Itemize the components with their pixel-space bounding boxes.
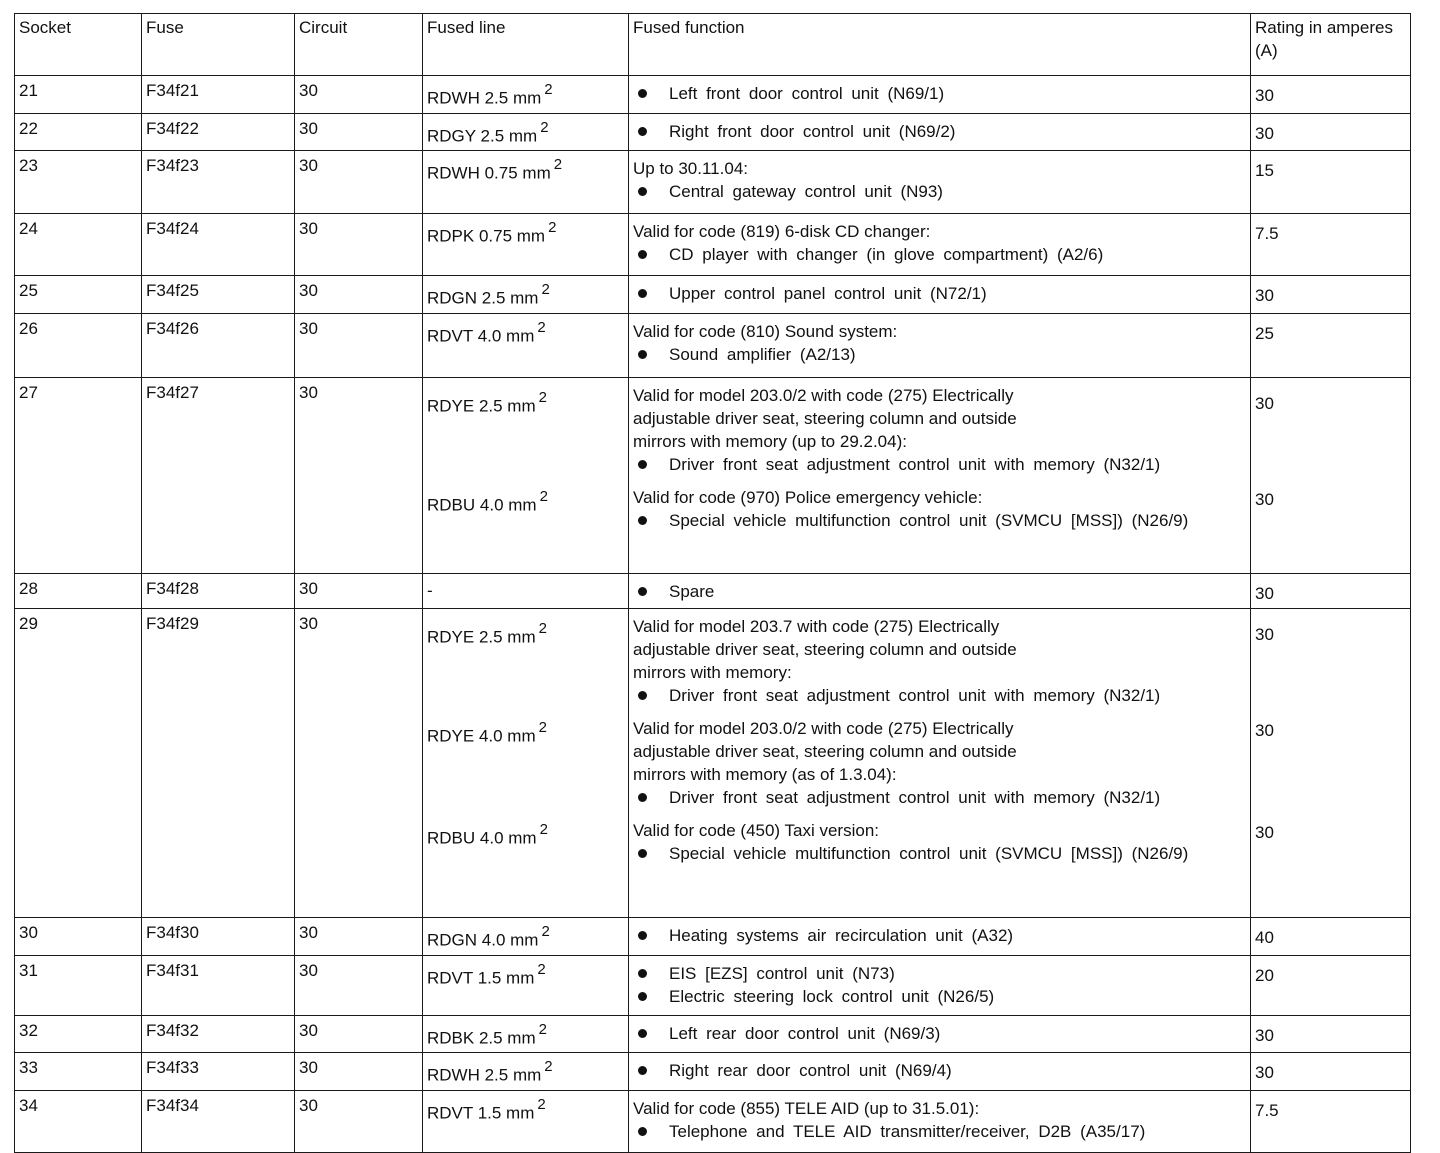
socket-value: 30 (19, 922, 38, 942)
fused-line-entry (427, 219, 624, 248)
bullet-icon (638, 250, 647, 259)
fused-line-entry (427, 81, 624, 110)
function-item (633, 82, 1246, 105)
fused-line-cell (423, 377, 629, 573)
bullet-icon (638, 691, 647, 700)
socket-value: 21 (19, 81, 38, 100)
fused-line-value: RDBU 4.0 mm (427, 496, 537, 516)
function-item-text: EIS [EZS] control unit (N73) (669, 963, 895, 983)
rating-value: 30 (1255, 1025, 1274, 1045)
rating-cell (1251, 608, 1411, 917)
fused-line-entry (427, 579, 624, 602)
rating-value: 30 (1255, 86, 1274, 105)
fused-line-value: RDYE 4.0 mm (427, 727, 536, 747)
function-item (633, 509, 1246, 532)
table-row (15, 313, 1411, 377)
fused-line-value: RDVT 1.5 mm (427, 968, 535, 988)
function-item (633, 842, 1246, 865)
square-superscript: 2 (548, 219, 557, 237)
bullet-icon (638, 849, 647, 858)
validity-condition: Up to 30.11.04: (633, 159, 748, 179)
fused-function-cell (629, 917, 1251, 955)
function-item-text: Heating systems air recirculation unit (A32) (669, 925, 1014, 945)
table-row (15, 151, 1411, 214)
function-item (633, 120, 1246, 143)
fused-function-block (633, 580, 1246, 603)
socket-cell (15, 573, 142, 608)
rating-cell (1251, 1015, 1411, 1053)
circuit-value: 30 (299, 1095, 318, 1115)
bullet-icon (638, 289, 647, 298)
circuit-value: 30 (299, 1020, 318, 1040)
fuse-value: F34f30 (146, 922, 199, 942)
socket-cell (15, 151, 142, 214)
validity-condition: Valid for code (970) Police emergency vehicle: (633, 487, 983, 507)
fused-function-block (633, 220, 1246, 266)
fused-line-entry (427, 1058, 624, 1087)
fuse-cell (142, 76, 295, 114)
fuse-value: F34f34 (146, 1095, 199, 1115)
function-item-text: Right front door control unit (N69/2) (669, 121, 956, 141)
fused-line-cell (423, 573, 629, 608)
bullet-icon (638, 187, 647, 196)
circuit-value: 30 (299, 613, 318, 633)
fused-function-cell (629, 276, 1251, 314)
square-superscript: 2 (537, 960, 546, 978)
fuse-allocation-table (14, 13, 1411, 1153)
fused-function-block (633, 819, 1246, 865)
fused-function-cell (629, 151, 1251, 214)
square-superscript: 2 (541, 922, 550, 940)
fused-line-cell (423, 608, 629, 917)
function-item (633, 343, 1246, 366)
function-item (633, 786, 1246, 809)
header-row (15, 14, 1411, 76)
rating-value: 25 (1255, 323, 1274, 343)
fused-function-block (633, 384, 1246, 476)
fused-function-cell (629, 214, 1251, 276)
fuse-cell (142, 1015, 295, 1053)
fuse-cell (142, 276, 295, 314)
fuse-value: F34f22 (146, 118, 199, 138)
fuse-value: F34f31 (146, 960, 199, 980)
fuse-cell (142, 377, 295, 573)
bullet-icon (638, 969, 647, 978)
fused-function-cell (629, 1015, 1251, 1053)
fused-function-cell (629, 608, 1251, 917)
socket-cell (15, 1053, 142, 1091)
function-item (633, 1022, 1246, 1045)
table-row (15, 917, 1411, 955)
fused-line-cell (423, 917, 629, 955)
fused-line-cell (423, 276, 629, 314)
square-superscript: 2 (538, 389, 547, 407)
bullet-icon (638, 931, 647, 940)
fuse-cell (142, 313, 295, 377)
circuit-cell (295, 276, 423, 314)
circuit-value: 30 (299, 281, 318, 301)
validity-condition: Valid for code (819) 6-disk CD changer: (633, 222, 931, 242)
rating-value: 30 (1255, 394, 1274, 414)
bullet-icon (638, 1127, 647, 1136)
socket-value: 28 (19, 578, 38, 598)
table-row (15, 1015, 1411, 1053)
circuit-cell (295, 955, 423, 1015)
fused-function-block (633, 615, 1246, 707)
square-superscript: 2 (538, 719, 547, 737)
fused-line-value: RDGN 2.5 mm (427, 288, 539, 308)
rating-cell (1251, 1090, 1411, 1152)
circuit-value: 30 (299, 318, 318, 338)
validity-condition: Valid for model 203.0/2 with code (275) Electrically adjustable driver seat, steering column and outside mirrors with memory (up to 29.2.04): (633, 385, 1017, 451)
rating-cell (1251, 573, 1411, 608)
function-item (633, 243, 1246, 266)
bullet-icon (638, 89, 647, 98)
fused-line-entry (427, 961, 624, 990)
fused-line-value: RDYE 2.5 mm (427, 628, 536, 648)
fused-function-block (633, 157, 1246, 203)
square-superscript: 2 (540, 118, 549, 136)
square-superscript: 2 (541, 281, 550, 299)
socket-cell (15, 608, 142, 917)
function-item-text: Driver front seat adjustment control unit with memory (N32/1) (669, 685, 1161, 705)
header-fused-function: Fused function (629, 14, 1251, 76)
rating-value: 30 (1255, 625, 1274, 645)
circuit-cell (295, 76, 423, 114)
fuse-cell (142, 955, 295, 1015)
circuit-value: 30 (299, 578, 318, 598)
fused-function-block (633, 1022, 1246, 1045)
square-superscript: 2 (538, 620, 547, 638)
fused-line-entry (427, 319, 624, 348)
socket-value: 33 (19, 1058, 38, 1078)
fused-line-value: RDGY 2.5 mm (427, 126, 538, 146)
socket-cell (15, 1090, 142, 1152)
circuit-cell (295, 1090, 423, 1152)
fused-line-entry (427, 1096, 624, 1125)
circuit-value: 30 (299, 1058, 318, 1078)
validity-condition: Valid for code (855) TELE AID (up to 31.5.01): (633, 1098, 980, 1118)
fuse-value: F34f29 (146, 613, 199, 633)
rating-cell (1251, 113, 1411, 151)
fused-function-cell (629, 113, 1251, 151)
fused-function-cell (629, 313, 1251, 377)
bullet-icon (638, 587, 647, 596)
fused-line-entry (427, 156, 624, 185)
fuse-table-sheet (14, 13, 1410, 1153)
fused-line-cell (423, 1053, 629, 1091)
fuse-cell (142, 151, 295, 214)
fused-line-value: - (427, 580, 433, 600)
circuit-cell (295, 377, 423, 573)
table-body (15, 76, 1411, 1153)
fused-function-block (633, 320, 1246, 366)
square-superscript: 2 (539, 821, 548, 839)
table-row (15, 76, 1411, 114)
rating-cell (1251, 377, 1411, 573)
fused-line-value: RDWH 2.5 mm (427, 1065, 542, 1085)
socket-cell (15, 377, 142, 573)
circuit-value: 30 (299, 922, 318, 942)
function-item (633, 924, 1246, 947)
socket-value: 34 (19, 1095, 38, 1115)
fused-line-entry (427, 620, 547, 649)
socket-cell (15, 313, 142, 377)
rating-cell (1251, 1053, 1411, 1091)
fused-line-entry (427, 821, 548, 850)
fused-function-block (633, 282, 1246, 305)
circuit-value: 30 (299, 81, 318, 100)
rating-value: 30 (1255, 123, 1274, 143)
rating-value: 30 (1255, 286, 1274, 306)
fused-line-cell (423, 214, 629, 276)
socket-cell (15, 955, 142, 1015)
function-item-text: Spare (669, 581, 715, 601)
function-item (633, 985, 1246, 1008)
socket-cell (15, 76, 142, 114)
fused-function-block (633, 924, 1246, 947)
rating-cell (1251, 313, 1411, 377)
fused-line-entry (427, 1021, 624, 1050)
validity-condition: Valid for model 203.7 with code (275) Electrically adjustable driver seat, steering column and outside mirrors with memory: (633, 616, 1017, 682)
socket-cell (15, 113, 142, 151)
fused-function-block (633, 486, 1246, 532)
fused-line-entry (427, 488, 548, 517)
rating-value: 30 (1255, 583, 1274, 603)
function-item (633, 282, 1246, 305)
socket-value: 24 (19, 219, 38, 239)
socket-cell (15, 1015, 142, 1053)
socket-value: 22 (19, 118, 38, 138)
table-row (15, 1090, 1411, 1152)
square-superscript: 2 (553, 156, 563, 174)
table-row (15, 214, 1411, 276)
bullet-icon (638, 1029, 647, 1038)
fused-function-cell (629, 76, 1251, 114)
socket-cell (15, 214, 142, 276)
fused-line-value: RDWH 0.75 mm (427, 163, 551, 183)
function-item (633, 1120, 1246, 1143)
circuit-cell (295, 214, 423, 276)
table-row (15, 377, 1411, 573)
header-fused-line: Fused line (423, 14, 629, 76)
fuse-cell (142, 113, 295, 151)
circuit-cell (295, 1053, 423, 1091)
fused-line-entry (427, 281, 624, 310)
circuit-cell (295, 113, 423, 151)
function-item-text: CD player with changer (in glove compartment) (A2/6) (669, 245, 1104, 265)
rating-value: 30 (1255, 721, 1274, 741)
socket-value: 29 (19, 613, 38, 633)
square-superscript: 2 (544, 1058, 553, 1076)
bullet-icon (638, 793, 647, 802)
square-superscript: 2 (539, 488, 548, 506)
socket-value: 25 (19, 281, 38, 301)
circuit-value: 30 (299, 382, 318, 402)
fused-function-cell (629, 573, 1251, 608)
fused-line-value: RDBK 2.5 mm (427, 1028, 536, 1048)
fused-line-entry (427, 923, 624, 952)
fused-line-value: RDVT 4.0 mm (427, 326, 535, 346)
circuit-cell (295, 608, 423, 917)
circuit-cell (295, 1015, 423, 1053)
fuse-cell (142, 214, 295, 276)
validity-condition: Valid for code (810) Sound system: (633, 321, 898, 341)
fused-line-cell (423, 1090, 629, 1152)
function-item (633, 962, 1246, 985)
fused-line-cell (423, 955, 629, 1015)
fused-line-cell (423, 151, 629, 214)
function-item (633, 684, 1246, 707)
fused-function-cell (629, 1090, 1251, 1152)
fused-line-cell (423, 76, 629, 114)
rating-cell (1251, 76, 1411, 114)
function-item (633, 580, 1246, 603)
rating-value: 7.5 (1255, 1100, 1279, 1120)
rating-cell (1251, 276, 1411, 314)
fused-function-cell (629, 955, 1251, 1015)
fused-function-block (633, 82, 1246, 105)
fuse-cell (142, 1053, 295, 1091)
fused-line-entry (427, 389, 547, 418)
function-item (633, 1059, 1246, 1082)
fused-line-value: RDWH 2.5 mm (427, 88, 542, 108)
table-row (15, 955, 1411, 1015)
circuit-cell (295, 151, 423, 214)
fused-line-cell (423, 113, 629, 151)
fused-line-value: RDVT 1.5 mm (427, 1103, 535, 1123)
fuse-cell (142, 917, 295, 955)
fused-function-block (633, 1059, 1246, 1082)
function-item-text: Special vehicle multifunction control unit (SVMCU [MSS]) (N26/9) (669, 510, 1189, 530)
bullet-icon (638, 1066, 647, 1075)
function-item-text: Sound amplifier (A2/13) (669, 344, 856, 364)
function-item-text: Special vehicle multifunction control unit (SVMCU [MSS]) (N26/9) (669, 843, 1189, 863)
function-item-text: Upper control panel control unit (N72/1) (669, 284, 987, 304)
function-item-text: Central gateway control unit (N93) (669, 182, 943, 202)
circuit-cell (295, 313, 423, 377)
table-row (15, 608, 1411, 917)
fused-line-value: RDYE 2.5 mm (427, 397, 536, 417)
fuse-value: F34f27 (146, 382, 199, 402)
bullet-icon (638, 350, 647, 359)
socket-cell (15, 276, 142, 314)
circuit-value: 30 (299, 219, 318, 239)
circuit-value: 30 (299, 118, 318, 138)
table-row (15, 1053, 1411, 1091)
fused-line-entry (427, 119, 624, 148)
bullet-icon (638, 992, 647, 1001)
socket-value: 26 (19, 318, 38, 338)
fused-line-value: RDGN 4.0 mm (427, 930, 539, 950)
fuse-value: F34f32 (146, 1020, 199, 1040)
function-item-text: Right rear door control unit (N69/4) (669, 1061, 952, 1081)
fuse-value: F34f21 (146, 81, 199, 100)
function-item-text: Left front door control unit (N69/1) (669, 84, 945, 103)
rating-value: 7.5 (1255, 224, 1279, 244)
header-circuit: Circuit (295, 14, 423, 76)
validity-condition: Valid for code (450) Taxi version: (633, 820, 879, 840)
bullet-icon (638, 460, 647, 469)
square-superscript: 2 (538, 1020, 547, 1038)
function-item-text: Driver front seat adjustment control unit with memory (N32/1) (669, 787, 1161, 807)
fused-line-cell (423, 1015, 629, 1053)
fuse-value: F34f28 (146, 578, 199, 598)
function-item (633, 453, 1246, 476)
rating-value: 30 (1255, 490, 1274, 510)
rating-value: 30 (1255, 1063, 1274, 1083)
square-superscript: 2 (544, 81, 553, 98)
rating-cell (1251, 917, 1411, 955)
rating-cell (1251, 151, 1411, 214)
function-item (633, 180, 1246, 203)
function-item-text: Driver front seat adjustment control unit with memory (N32/1) (669, 454, 1161, 474)
rating-cell (1251, 214, 1411, 276)
table-row (15, 573, 1411, 608)
fused-function-cell (629, 1053, 1251, 1091)
function-item-text: Left rear door control unit (N69/3) (669, 1023, 941, 1043)
bullet-icon (638, 516, 647, 525)
fused-line-cell (423, 313, 629, 377)
rating-value: 20 (1255, 965, 1274, 985)
rating-cell (1251, 955, 1411, 1015)
square-superscript: 2 (537, 318, 546, 336)
circuit-value: 30 (299, 960, 318, 980)
socket-cell (15, 917, 142, 955)
function-item-text: Telephone and TELE AID transmitter/receiver, D2B (A35/17) (669, 1121, 1146, 1141)
function-item-text: Electric steering lock control unit (N26/5) (669, 986, 995, 1006)
fuse-value: F34f23 (146, 156, 199, 176)
fuse-value: F34f25 (146, 281, 199, 301)
fused-function-block (633, 120, 1246, 143)
fuse-value: F34f24 (146, 219, 199, 239)
rating-value: 40 (1255, 927, 1274, 947)
fused-function-cell (629, 377, 1251, 573)
fused-line-value: RDPK 0.75 mm (427, 226, 546, 246)
square-superscript: 2 (537, 1095, 546, 1113)
table-row (15, 276, 1411, 314)
fused-line-entry (427, 719, 547, 748)
socket-value: 32 (19, 1020, 38, 1040)
fuse-value: F34f26 (146, 318, 199, 338)
fuse-cell (142, 573, 295, 608)
fused-function-block (633, 717, 1246, 809)
socket-value: 23 (19, 156, 38, 176)
circuit-value: 30 (299, 156, 318, 176)
rating-value: 30 (1255, 823, 1274, 843)
fuse-cell (142, 1090, 295, 1152)
fuse-value: F34f33 (146, 1058, 199, 1078)
bullet-icon (638, 127, 647, 136)
fuse-cell (142, 608, 295, 917)
header-socket: Socket (15, 14, 142, 76)
fused-function-block (633, 962, 1246, 1008)
socket-value: 31 (19, 960, 38, 980)
validity-condition: Valid for model 203.0/2 with code (275) Electrically adjustable driver seat, steering column and outside mirrors with memory (as of 1.3.04): (633, 718, 1017, 784)
fused-function-block (633, 1097, 1246, 1143)
socket-value: 27 (19, 382, 38, 402)
header-fuse: Fuse (142, 14, 295, 76)
rating-value: 15 (1255, 161, 1274, 181)
circuit-cell (295, 917, 423, 955)
table-row (15, 113, 1411, 151)
header-rating: Rating in amperes (A) (1251, 14, 1411, 76)
fused-line-value: RDBU 4.0 mm (427, 829, 537, 849)
circuit-cell (295, 573, 423, 608)
